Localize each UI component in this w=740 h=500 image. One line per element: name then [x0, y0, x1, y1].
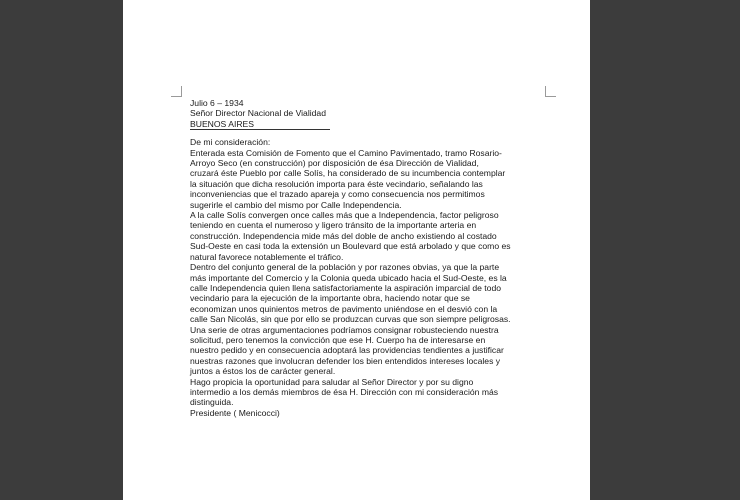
letter-line: Enterada esta Comisión de Fomento que el Camino Pavimentado, tramo Rosario-	[190, 147, 502, 158]
left-margin-area	[0, 0, 123, 500]
letter-line: juntos a éstos los de carácter general.	[190, 366, 336, 377]
letter-body[interactable]	[190, 98, 545, 418]
letter-line: nuestro pedido y en consecuencia adoptará las providencias tendientes a justificar	[190, 345, 504, 356]
letter-line: cruzará éste Pueblo por calle Solís, ha considerado de su incumbencia contemplar	[190, 168, 506, 179]
right-margin-area	[590, 0, 740, 500]
letter-line: distinguida.	[190, 397, 234, 408]
letter-line: construcción. Independencia mide más del doble de ancho existiendo al costado	[190, 230, 497, 241]
top-left-margin-mark	[171, 86, 182, 97]
letter-recipient: Señor Director Nacional de Vialidad	[190, 108, 326, 119]
letter-line: solicitud, pero tenemos la convicción que ese H. Cuerpo ha de interesarse en	[190, 334, 486, 345]
header-gap	[190, 130, 545, 137]
letter-line: inconveniencias que el trazado apareja y como consecuencia nos permitimos	[190, 189, 485, 200]
letter-line: Arroyo Seco (en construcción) por disposición de ésa Dirección de Vialidad,	[190, 158, 479, 169]
letter-city	[190, 119, 545, 130]
letter-line: Hago propicia la oportunidad para saludar al Señor Director y por su digno	[190, 376, 474, 387]
letter-line: calle San Nicolás, sin que por ello se produzcan curvas que son siempre peligrosas.	[190, 314, 511, 325]
top-right-margin-mark	[545, 86, 556, 97]
letter-line: nuestras razones que involucran defender los bien entendidos intereses locales y	[190, 355, 501, 366]
letter-line: vecindario para la ejecución de la importante obra, haciendo notar que se	[190, 293, 470, 304]
letter-line: sugerirle el cambio del mismo por Calle Independencia.	[190, 199, 402, 210]
letter-line: Dentro del conjunto general de la población y por razones obvias, ya que la parte	[190, 262, 500, 273]
letter-line: Presidente ( Menicocci)	[190, 407, 280, 418]
letter-line: teniendo en cuenta el numeroso y ligero tránsito de la importante arteria en	[190, 220, 477, 231]
letter-date: Julio 6 – 1934	[190, 98, 244, 108]
letter-line: economizan unos quinientos metros de pavimento uniéndose en el desvió con la	[190, 303, 498, 314]
letter-line: A la calle Solís convergen once calles más que a Independencia, factor peligroso	[190, 210, 499, 221]
letter-paragraphs	[190, 148, 545, 419]
document-page[interactable]	[123, 0, 590, 500]
letter-line: calle Independencia quien llena satisfactoriamente la aspiración imparcial de todo	[190, 282, 501, 293]
letter-line: Una serie de otras argumentaciones podríamos consignar robusteciendo nuestra	[190, 324, 499, 335]
letter-line: la situación que dicha resolución importa para éste vecindario, señalando las	[190, 178, 483, 189]
letter-line: Sud-Oeste en casi toda la extensión un Boulevard que está arbolado y que como es	[190, 241, 511, 252]
letter-line: intermedio a los demás miembros de ésa H. Dirección con mi consideración más	[190, 386, 499, 397]
letter-city-text: BUENOS AIRES	[190, 119, 330, 130]
letter-salutation: De mi consideración:	[190, 137, 271, 148]
letter-line: natural favorece notablemente el tráfico.	[190, 251, 344, 262]
letter-line: más importante del Comercio y la Colonia queda ubicado hacia el Sud-Oeste, es la	[190, 272, 507, 283]
